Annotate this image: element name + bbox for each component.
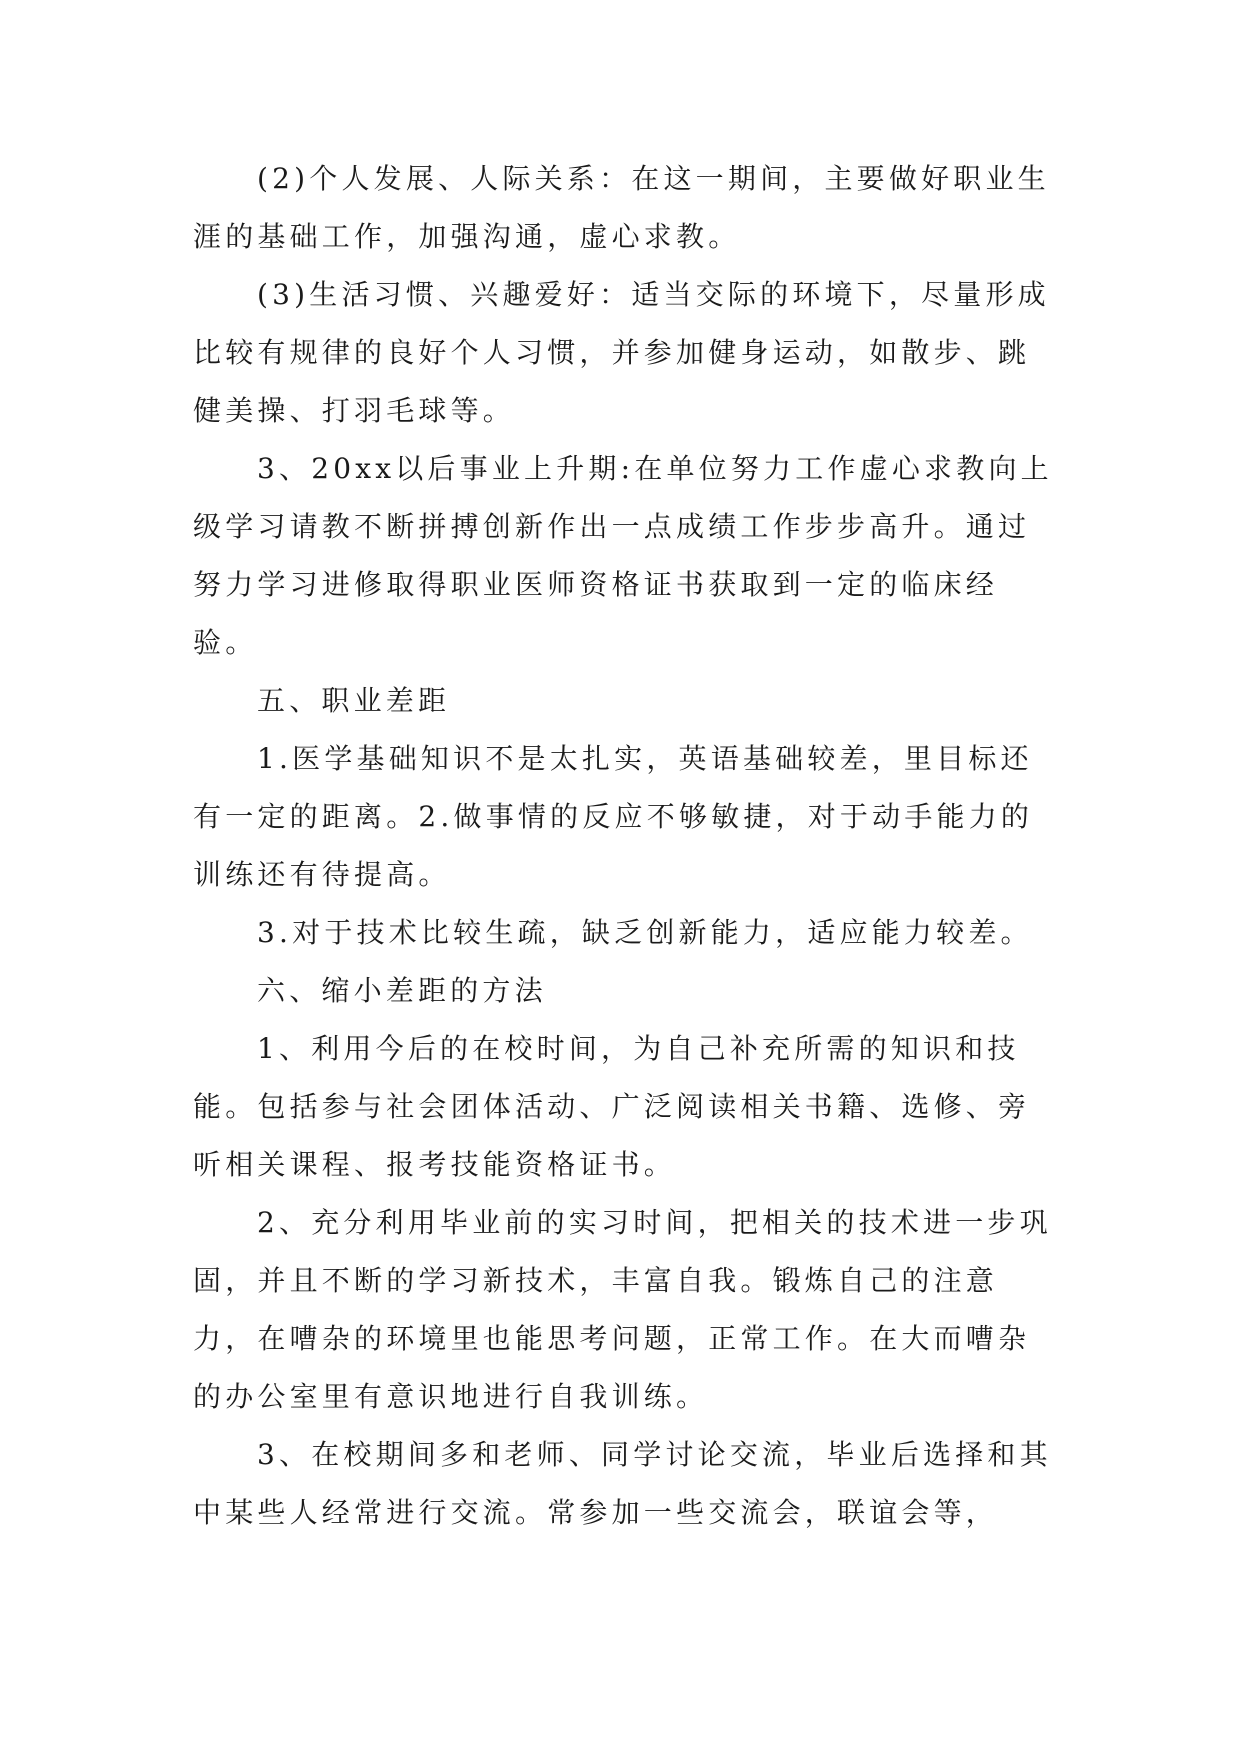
paragraph-method-3: 3、在校期间多和老师、同学讨论交流，毕业后选择和其中某些人经常进行交流。常参加一些交流会，联谊会等， bbox=[193, 1438, 1052, 1529]
paragraph-gap-items-1-2: 1.医学基础知识不是太扎实，英语基础较差，里目标还有一定的距离。2.做事情的反应不够敏捷，对于动手能力的训练还有待提高。 bbox=[193, 742, 1034, 891]
document-page bbox=[193, 150, 1055, 1542]
section-heading-career-gap: 五、职业差距 bbox=[257, 684, 451, 717]
paragraph-method-2: 2、充分利用毕业前的实习时间，把相关的技术进一步巩固，并且不断的学习新技术，丰富自我。锻炼自己的注意力，在嘈杂的环境里也能思考问题，正常工作。在大而嘈杂的办公室里有意识地进行自我训练。 bbox=[193, 1206, 1052, 1413]
paragraph-gap-item-3: 3.对于技术比较生疏，缺乏创新能力，适应能力较差。 bbox=[257, 916, 1033, 949]
paragraph-method-1: 1、利用今后的在校时间，为自己补充所需的知识和技能。包括参与社会团体活动、广泛阅读相关书籍、选修、旁听相关课程、报考技能资格证书。 bbox=[193, 1032, 1031, 1181]
paragraph-living-habits: (3)生活习惯、兴趣爱好：适当交际的环境下，尽量形成比较有规律的良好个人习惯，并参加健身运动，如散步、跳健美操、打羽毛球等。 bbox=[193, 278, 1050, 427]
paragraph-personal-development: (2)个人发展、人际关系：在这一期间，主要做好职业生涯的基础工作，加强沟通，虚心求教。 bbox=[193, 162, 1050, 253]
paragraph-career-rise-period: 3、20xx以后事业上升期:在单位努力工作虚心求教向上级学习请教不断拼搏创新作出一点成绩工作步步高升。通过努力学习进修取得职业医师资格证书获取到一定的临床经验。 bbox=[193, 452, 1053, 659]
section-heading-narrow-gap-methods: 六、缩小差距的方法 bbox=[257, 974, 547, 1007]
